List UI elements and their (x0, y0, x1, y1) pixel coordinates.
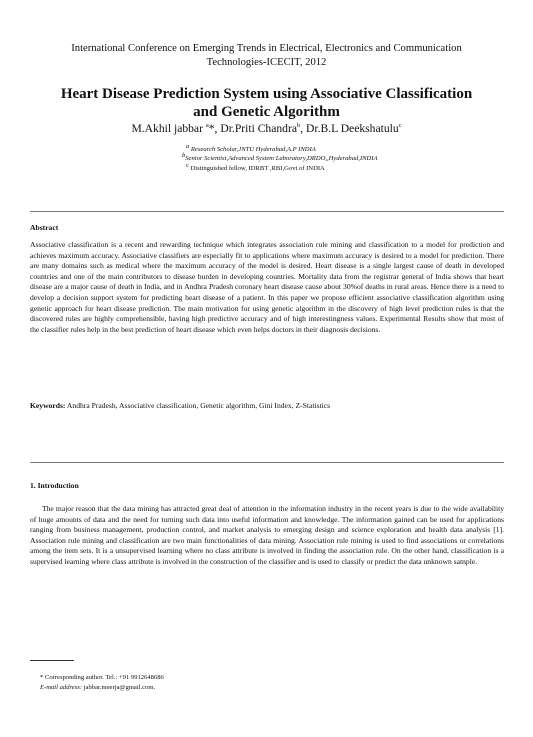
affiliation-c-text: Distinguished fellow, IDRBT ,RBI,Govt of INDIA (188, 165, 325, 172)
affiliation-b-sup: b (182, 151, 186, 159)
author-2-name: , Dr.Priti Chandra (214, 122, 297, 135)
author-1-mark: * (208, 122, 215, 135)
footnote-corresponding: * Corresponding author. Tel.: +91 9912648686 (40, 674, 164, 681)
title-line-1: Heart Disease Prediction System using Associative Classification (60, 86, 473, 102)
affiliation-a-sup: a (186, 142, 190, 150)
keywords-label: Keywords: (30, 401, 66, 410)
paper-title (22, 85, 511, 121)
author-1-sup: a (205, 122, 209, 130)
author-2-sup: b (296, 122, 301, 130)
author-list (22, 122, 511, 136)
author-3-sup: c (398, 122, 402, 130)
conference-line-2: Technologies-ICECIT, 2012 (206, 57, 327, 68)
affiliation-a-text: Research Scholar,JNTU Hyderabad,A.P INDIA (189, 146, 316, 153)
keywords-line (30, 401, 504, 412)
author-1-name: M.Akhil jabbar (131, 122, 206, 135)
footnote-email-value[interactable]: jabbar.meerja@gmail.com. (82, 684, 156, 691)
section-divider-bottom (30, 462, 504, 463)
keywords-text: Andhra Pradesh, Associative classification, Genetic algorithm, Gini Index, Z-Statistics (65, 401, 331, 410)
abstract-heading: Abstract (30, 223, 59, 232)
section-divider-top (30, 211, 504, 212)
affiliation-b-text: Senior Scientist,Advanced System Laboratory,DRDO,,Hyderabad,INDIA (185, 155, 378, 162)
affiliation-c (186, 161, 486, 174)
affiliation-c-sup: c (186, 161, 189, 169)
introduction-body: The major reason that the data mining has attracted great deal of attention in the information industry in the recent years is due to the wide availability of huge amounts of data and the need for turning such data into useful information and knowledge. The information gained can be used for applications ranging from business management, production control, and market analysis to emerging design and science exploration and health data analysis [1]. Association rule mining and classification are two main functionalities of data mining. Association rule mining is used to find associations or correlations among the item sets. It is a unsupervised learning where no class attribute is involved in finding the association rule. On the other hand, classification is a supervised learning where class attribute is involved in the construction of the classifier and is used to classify or predict the data unknown sample. (30, 504, 504, 566)
affiliation-b (182, 151, 482, 164)
footnote-rule (30, 660, 74, 661)
footnote-email-label: E-mail address: (40, 684, 83, 691)
abstract-body: Associative classification is a recent and rewarding technique which integrates association rule mining and classification to a model for prediction and achieves maximum accuracy. Associative classifiers are especially fit to applications where maximum accuracy is desired to a model for prediction. There are many domains such as medical where the maximum accuracy of the model is desired. Heart disease is a single largest cause of death in developed countries and one of the main contributors to disease burden in developing countries. Mortality data from the registrar general of India shows that heart disease are a major cause of death in India, and in Andhra Pradesh coronary heart disease cause about 30%of deaths in rural areas. Hence there is a need to develop a decision support system for predicting heart disease of a patient. In this paper we propose efficient associative classification algorithm using genetic approach for heart disease prediction. The main motivation for using genetic algorithm in the discovery of high level prediction rules is that the discovered rules are highly comprehensible, having high predictive accuracy and of high interestingness values. Experimental Results show that most of the classifier rules help in the best prediction of heart disease which even helps doctors in their diagnosis decisions. (30, 240, 504, 334)
introduction-heading: 1. Introduction (30, 481, 79, 490)
title-line-2: and Genetic Algorithm (193, 104, 340, 120)
conference-header (30, 42, 503, 70)
footnote-email (40, 683, 155, 692)
conference-line-1: International Conference on Emerging Trends in Electrical, Electronics and Communication (71, 43, 462, 54)
author-3-name: , Dr.B.L Deekshatulu (300, 122, 399, 135)
